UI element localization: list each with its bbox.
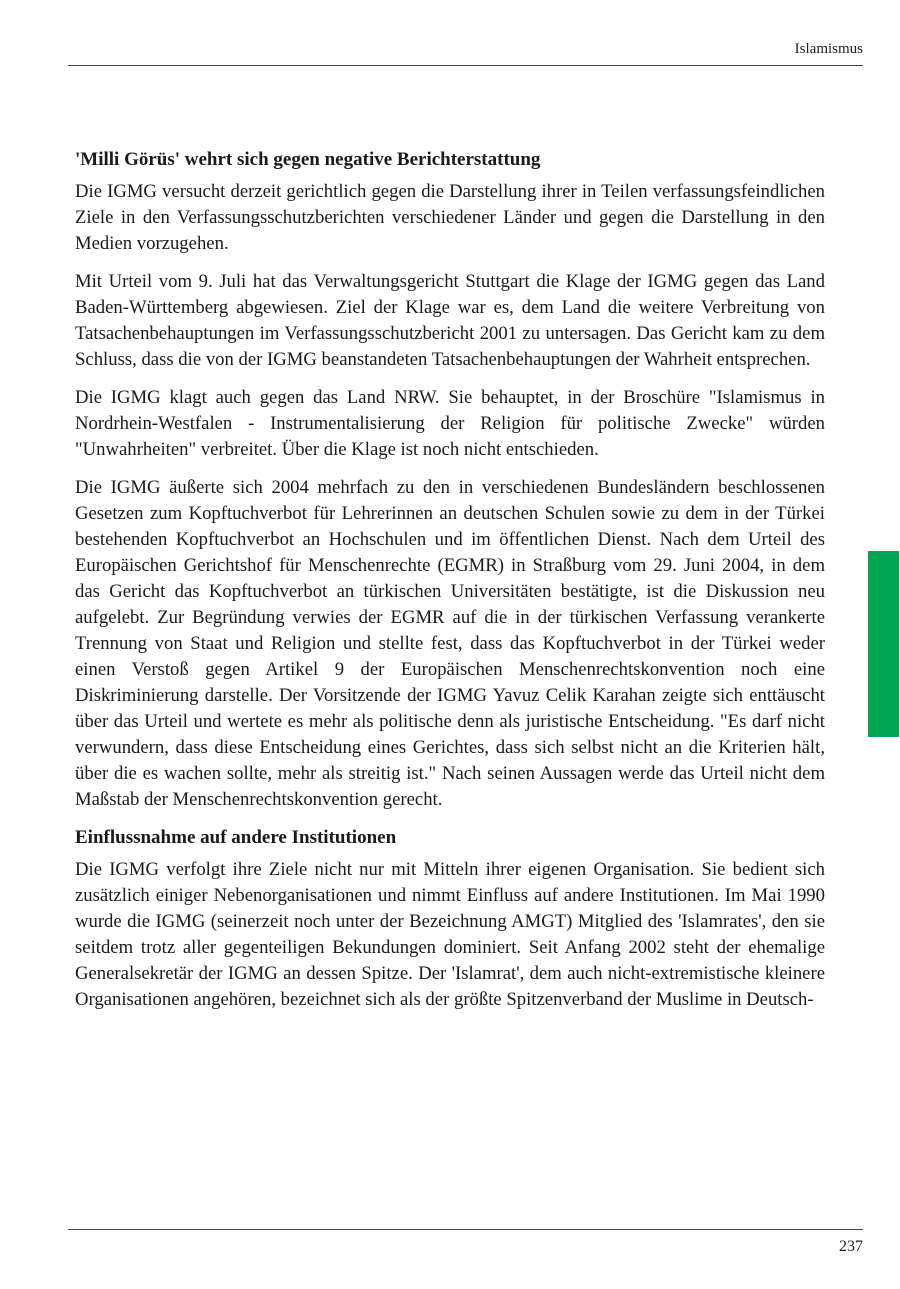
page-body [75,147,825,1025]
footer-rule [68,1229,863,1230]
page-number: 237 [839,1238,863,1255]
section-heading: 'Milli Görüs' wehrt sich gegen negative Berichterstattung [75,149,541,170]
paragraph: Die IGMG verfolgt ihre Ziele nicht nur mit Mitteln ihrer eigenen Organisation. Sie bedient sich zusätzlich einiger Nebenorganisationen und nimmt Einfluss auf andere Institutionen. Im Mai 1990 wurde die IGMG (seinerzeit noch unter der Bezeichnung AMGT) Mitglied des 'Islamrates', den sie seitdem trotz aller gegenteiligen Bekundungen dominiert. Seit Anfang 2002 steht der ehemalige Generalsekretär der IGMG an dessen Spitze. Der 'Islamrat', dem auch nicht-extremistische kleinere Organisationen angehören, bezeichnet sich als der größte Spitzenverband der Muslime in Deutsch- [75,859,825,1010]
running-header: Islamismus [794,41,863,57]
header-rule [68,65,863,66]
paragraph: Die IGMG versucht derzeit gerichtlich gegen die Darstellung ihrer in Teilen verfassungsfeindlichen Ziele in den Verfassungsschutzberichten verschiedener Länder und gegen die Darstellung in den Medien vorzugehen. [75,181,825,254]
chapter-marker-tab [868,551,899,737]
paragraph: Mit Urteil vom 9. Juli hat das Verwaltungsgericht Stuttgart die Klage der IGMG gegen das Land Baden-Württemberg abgewiesen. Ziel der Klage war es, dem Land die weitere Verbreitung von Tatsachenbehauptungen im Verfassungsschutzbericht 2001 zu untersagen. Das Gericht kam zu dem Schluss, dass die von der IGMG beanstandeten Tatsachenbehauptungen der Wahrheit entsprechen. [75,271,825,370]
paragraph: Die IGMG klagt auch gegen das Land NRW. Sie behauptet, in der Broschüre "Islamismus in Nordrhein-Westfalen - Instrumentalisierung der Religion für politische Zwecke" würden "Unwahrheiten" verbreitet. Über die Klage ist noch nicht entschieden. [75,387,825,460]
paragraph: Die IGMG äußerte sich 2004 mehrfach zu den in verschiedenen Bundesländern beschlossenen Gesetzen zum Kopftuchverbot für Lehrerinnen an deutschen Schulen sowie zu dem in der Türkei bestehenden Kopftuchverbot an Hochschulen und im öffentlichen Dienst. Nach dem Urteil des Europäischen Gerichtshof für Menschenrechte (EGMR) in Straßburg vom 29. Juni 2004, in dem das Gericht das Kopftuchverbot an türkischen Universitäten bestätigte, ist die Diskussion neu aufgelebt. Zur Begründung verwies der EGMR auf die in der türkischen Verfassung verankerte Trennung von Staat und Religion und stellte fest, dass das Kopftuchverbot in der Türkei weder einen Verstoß gegen Artikel 9 der Europäischen Menschenrechtskonvention noch eine Diskriminierung darstelle. Der Vorsitzende der IGMG Yavuz Celik Karahan zeigte sich enttäuscht über das Urteil und wertete es mehr als politische denn als juristische Entscheidung. "Es darf nicht verwundern, dass diese Entscheidung eines Gerichtes, dass sich selbst nicht an die Kriterien hält, über die es wachen sollte, mehr als streitig ist." Nach seinen Aussagen werde das Urteil nicht dem Maßstab der Menschenrechtskonvention gerecht. [75,477,825,810]
section-heading: Einflussnahme auf andere Institutionen [75,827,397,848]
